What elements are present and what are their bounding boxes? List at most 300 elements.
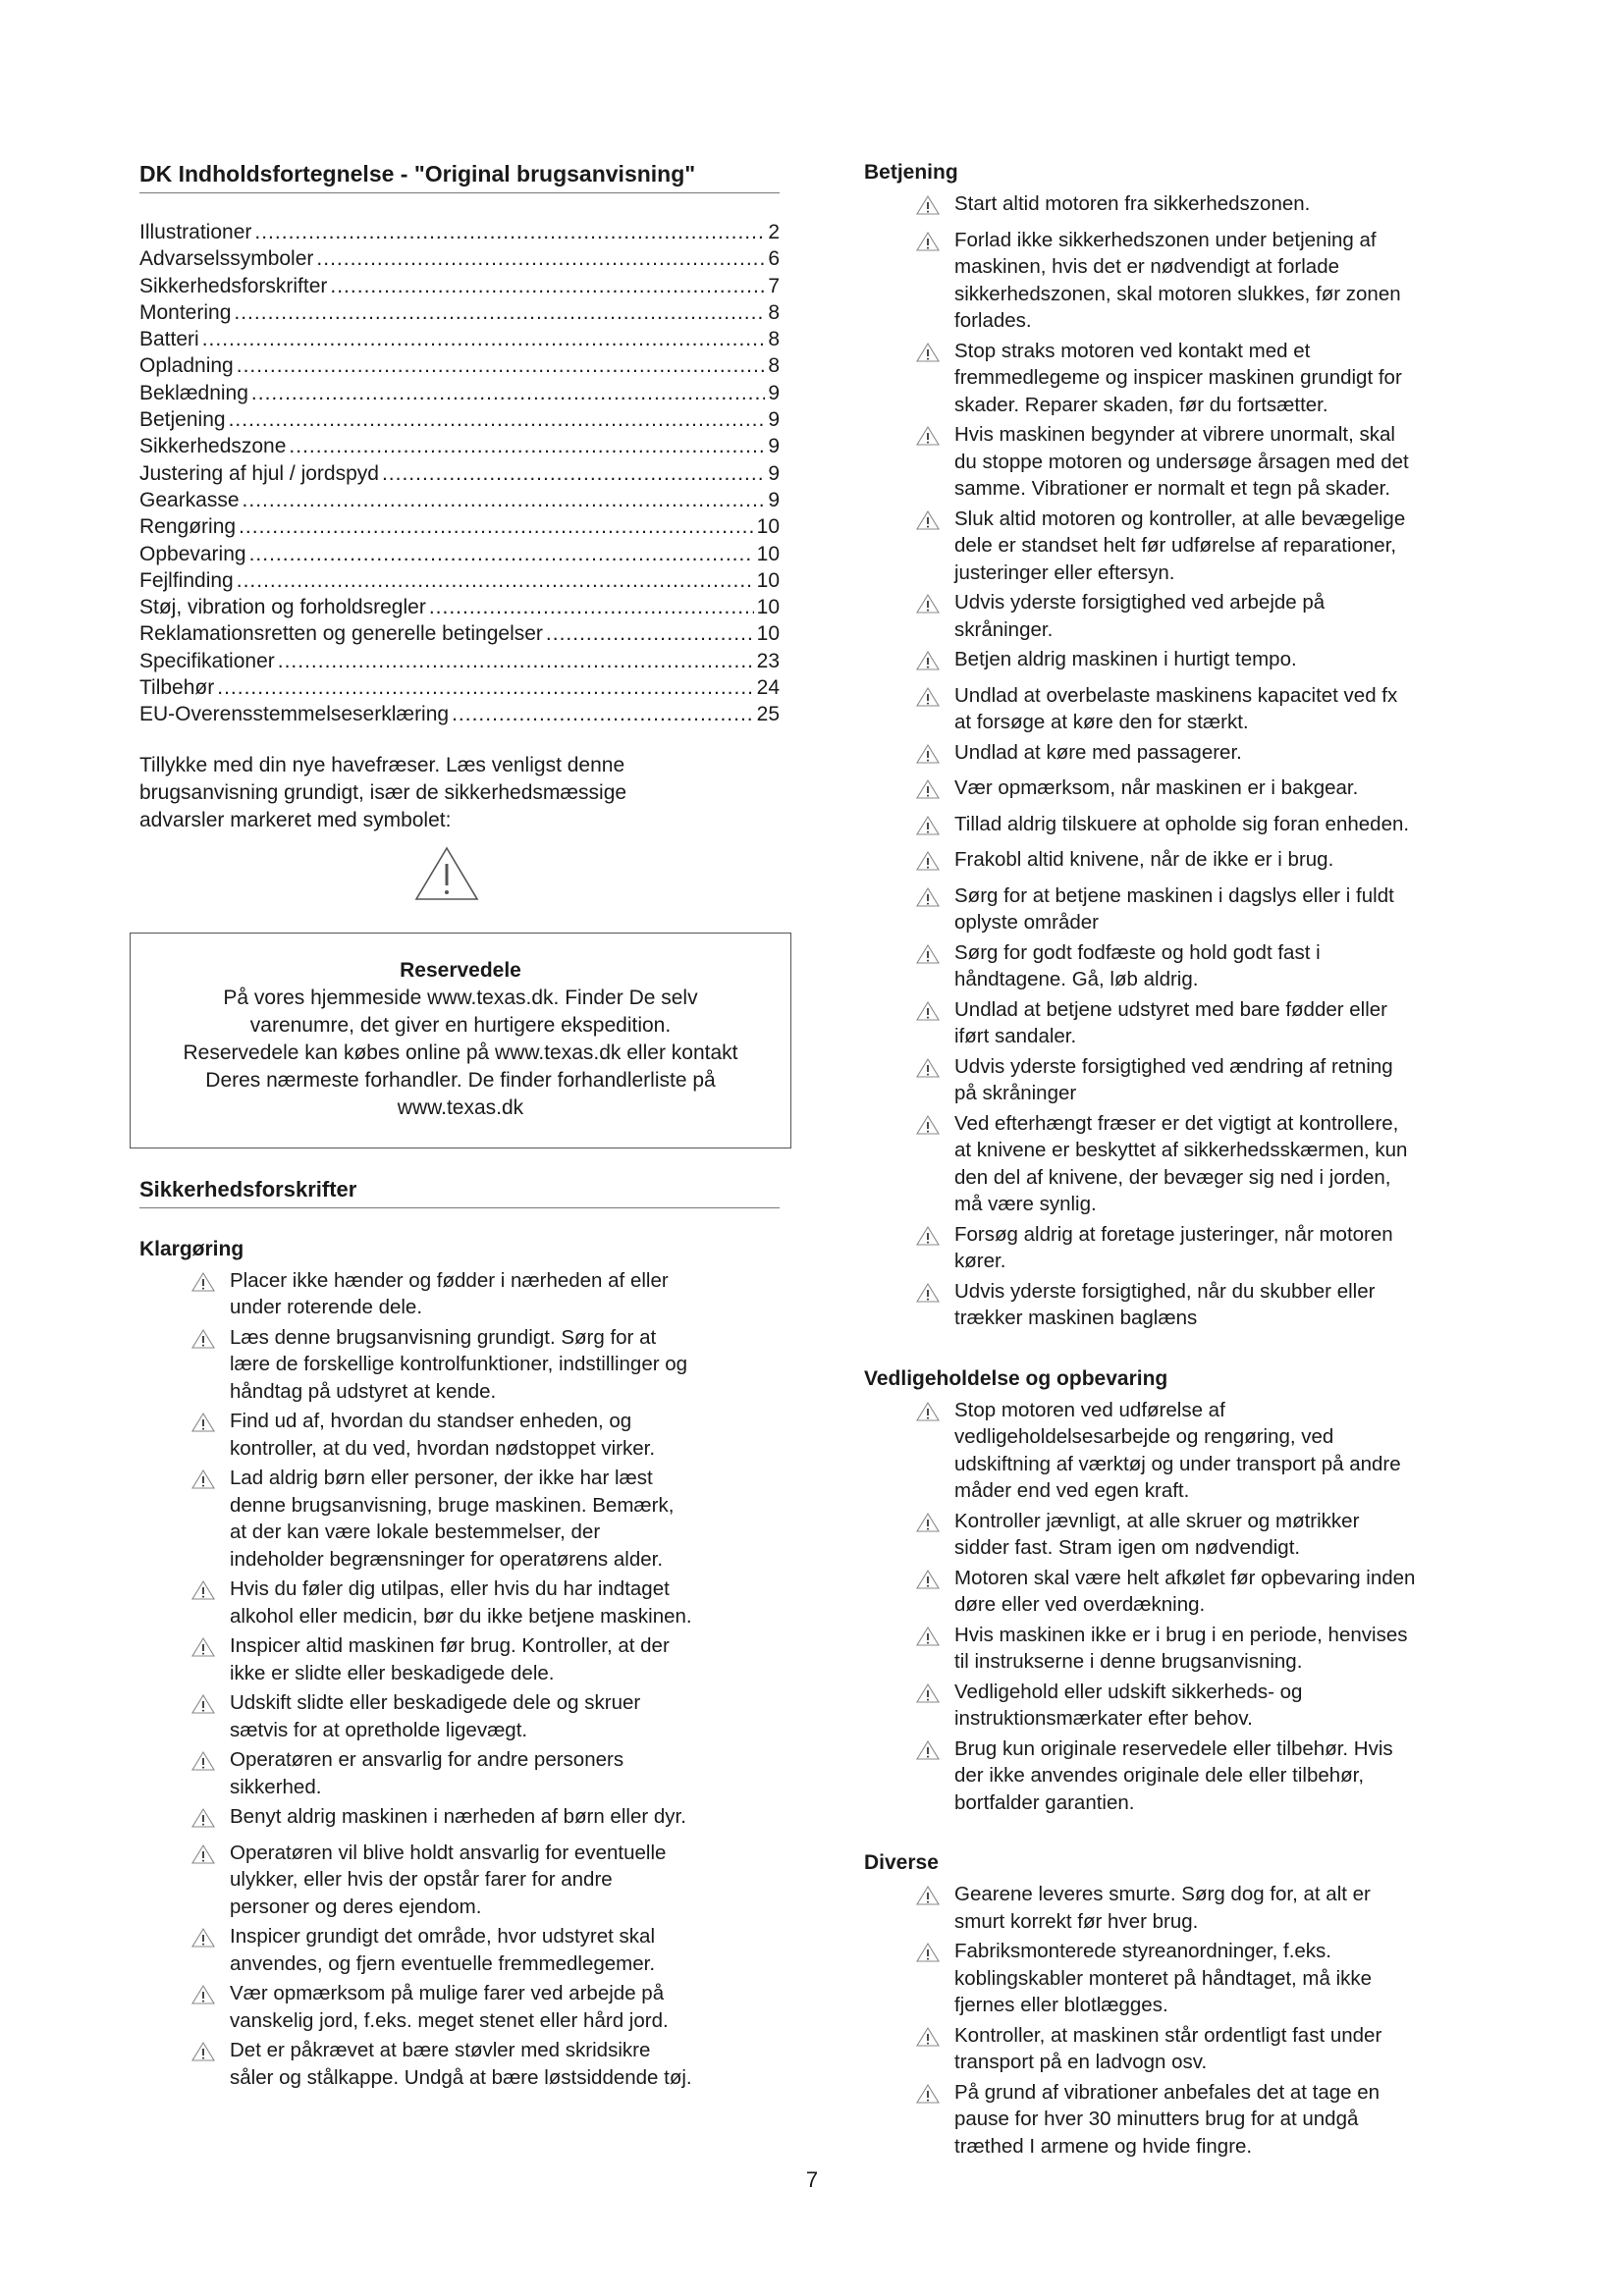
warning-icon-wrap [915,506,943,587]
warning-item [864,1938,1492,2019]
warning-item [139,1689,780,1743]
warning-text-line: Udvis yderste forsigtighed ved arbejde på [954,591,1326,614]
warning-triangle-icon [190,1412,216,1433]
warning-text [954,589,1492,643]
toc-entry [139,487,780,513]
warning-item [139,1465,780,1573]
warning-text [230,1632,780,1686]
warning-text-line: til instrukserne i denne brugsanvisning. [954,1650,1303,1673]
diverse-list [864,1881,1492,2160]
warning-text-line: Benyt aldrig maskinen i nærheden af børn eller dyr. [230,1805,686,1829]
toc-entry-page: 10 [756,622,780,646]
warning-text [230,1840,780,1921]
toc-entry [139,701,780,727]
warning-text-line: anvendes, og fjern eventuelle fremmedlegemer. [230,1951,656,1975]
toc-entry [139,433,780,459]
warning-triangle-icon [915,1401,941,1422]
warning-icon-wrap [915,1622,943,1676]
toc-leader-dots [289,433,765,459]
warning-text [230,1803,780,1837]
warning-item [139,1324,780,1406]
warning-text-line: Inspicer grundigt det område, hvor udstyret skal [230,1925,655,1949]
warning-text-line: Kontroller jævnligt, at alle skruer og møtrikker [954,1509,1360,1532]
warning-triangle-icon [190,1271,216,1293]
warning-item [864,646,1492,679]
warning-icon-wrap [915,939,943,993]
warning-text [954,2079,1492,2161]
warning-text-line: På grund af vibrationer anbefales det at tage en [954,2080,1380,2104]
warning-item [864,1110,1492,1218]
toc-entry [139,620,780,647]
warning-text [954,939,1492,993]
warning-text-line: Sørg for at betjene maskinen i dagslys eller i fuldt [954,883,1394,907]
warning-text-line: Placer ikke hænder og fødder i nærheden af eller [230,1268,669,1292]
warning-item [864,589,1492,643]
warning-text-line: Ved efterhængt fræser er det vigtigt at kontrollere, [954,1111,1399,1135]
warning-text-line: skader. Reparer skaden, før du fortsætter. [954,393,1328,416]
warning-item [864,421,1492,503]
toc-entry-label: Specifikationer [139,649,275,672]
warning-item [864,846,1492,880]
warning-item [864,1221,1492,1275]
toc-entry-page: 10 [756,515,780,539]
toc-leader-dots [202,326,766,352]
warning-text [954,774,1492,808]
warning-text-line: sætvis for at opretholde ligevægt. [230,1718,528,1741]
warning-text-line: dele er standset helt før udførelse af reparationer, [954,534,1397,557]
warning-item [864,1397,1492,1505]
warning-text-line: transport på en ladvogn osv. [954,2051,1208,2073]
warning-text-line: skråninger. [954,617,1054,641]
table-of-contents [139,219,780,728]
warning-text-line: Inspicer altid maskinen før brug. Kontroller, at der [230,1634,670,1658]
toc-entry-label: Advarselssymboler [139,247,314,271]
warning-item [139,1746,780,1800]
warning-icon-wrap [915,2022,943,2076]
warning-text [954,739,1492,773]
toc-leader-dots [278,648,754,674]
spare-parts-line: Reservedele kan købes online på www.texas.dk eller kontakt [183,1041,738,1064]
warning-item [864,227,1492,335]
toc-leader-dots [251,380,765,406]
warning-icon-wrap [190,1840,218,1921]
warning-text [954,1508,1492,1562]
warning-item [139,1632,780,1686]
warning-text-line: Stop motoren ved udførelse af [954,1398,1225,1421]
warning-text [954,646,1492,679]
warning-text-line: Forlad ikke sikkerhedszonen under betjening af [954,228,1377,251]
warning-triangle-icon [915,231,941,252]
warning-text-line: lære de forskellige kontrolfunktioner, indstillinger og [230,1353,688,1376]
warning-icon-wrap [915,1735,943,1817]
warning-icon-wrap [190,1923,218,1977]
warning-text-line: under roterende dele. [230,1296,423,1319]
toc-leader-dots [239,513,754,540]
warning-text-line: Vær opmærksom, når maskinen er i bakgear. [954,776,1359,799]
warning-text [954,1278,1492,1332]
toc-entry [139,594,780,620]
warning-text-line: justeringer eller eftersyn. [954,561,1175,584]
warning-text-line: på skråninger [954,1082,1077,1104]
toc-entry-label: Rengøring [139,515,237,539]
toc-entry-label: Justering af hjul / jordspyd [139,461,379,485]
warning-text [230,1923,780,1977]
toc-leader-dots [452,701,754,727]
warning-text-line: sikkerhedszonen, skal motoren slukkes, før zonen [954,282,1401,305]
warning-triangle-icon [915,342,941,363]
toc-leader-dots [330,273,765,299]
toc-leader-dots [254,219,765,245]
warning-text [230,1465,780,1573]
warning-item [864,882,1492,936]
warning-triangle-icon [915,593,941,614]
warning-text-line: Operatøren er ansvarlig for andre personers [230,1748,624,1772]
warning-text-line: udskiftning af værktøj og under transport på andre [954,1452,1401,1475]
safety-divider [139,1207,780,1208]
warning-item [864,2079,1492,2161]
warning-text [954,1881,1492,1935]
toc-leader-dots [316,245,765,272]
toc-entry-label: Fejlfinding [139,568,234,592]
warning-text-line: Vedligehold eller udskift sikkerheds- og [954,1680,1303,1703]
warning-triangle-icon [915,2026,941,2048]
warning-icon-wrap [915,739,943,773]
warning-triangle-icon [190,1468,216,1490]
warning-item [139,1980,780,2034]
toc-entry-page: 7 [768,274,780,297]
warning-text-line: bortfalder garantien. [954,1790,1135,1814]
warning-text-line: sikkerhed. [230,1775,322,1798]
toc-leader-dots [237,352,766,379]
warning-triangle-icon [190,1636,216,1658]
warning-text-line: fjernes eller blotlægges. [954,1994,1168,2016]
warning-item [139,1803,780,1837]
warning-text [954,1679,1492,1733]
warning-item [864,739,1492,773]
warning-text-line: træthed I armene og hvide fingre. [954,2134,1253,2158]
spare-parts-line: www.texas.dk [397,1095,524,1119]
warning-text-line: Brug kun originale reservedele eller tilbehør. Hvis [954,1736,1393,1760]
warning-triangle-icon [915,1057,941,1079]
warning-item [139,1840,780,1921]
toc-entry [139,567,780,594]
toc-entry-page: 10 [756,568,780,592]
warning-text-line: at der kan være lokale bestemmelser, der [230,1521,601,1544]
warning-item [139,1408,780,1462]
intro-line: brugsanvisning grundigt, især de sikkerhedsmæssige [139,780,627,804]
toc-leader-dots [217,674,753,701]
left-column [139,159,780,2094]
title-divider [139,192,780,193]
warning-text-line: må være synlig. [954,1193,1097,1215]
warning-text-line: du stoppe motoren og undersøge årsagen med det [954,450,1409,473]
warning-text-line: håndtag på udstyret at kende. [230,1379,497,1403]
warning-triangle-icon [915,1512,941,1533]
toc-entry [139,299,780,326]
warning-text-line: Sørg for godt fodfæste og hold godt fast i [954,940,1321,964]
warning-text-line: Undlad at overbelaste maskinens kapacitet ved fx [954,683,1398,707]
warning-item [864,2022,1492,2076]
warning-text-line: Læs denne brugsanvisning grundigt. Sørg for at [230,1325,657,1349]
toc-leader-dots [249,541,754,567]
warning-text [954,1622,1492,1676]
warning-text [954,1110,1492,1218]
warning-text [230,1746,780,1800]
warning-icon-wrap [190,1689,218,1743]
warning-text [954,996,1492,1050]
warning-text-line: Motoren skal være helt afkølet før opbevaring inden [954,1566,1416,1589]
warning-icon-wrap [915,774,943,808]
vedligeholdelse-list [864,1397,1492,1817]
warning-text [954,882,1492,936]
warning-text [954,682,1492,736]
toc-entry-label: Sikkerhedszone [139,435,287,458]
warning-triangle-icon [190,1579,216,1601]
warning-item [864,1053,1492,1107]
warning-triangle-icon [915,425,941,447]
warning-triangle-icon [915,1739,941,1761]
right-column [864,159,1492,2163]
warning-item [139,1267,780,1321]
warning-text [954,811,1492,844]
warning-text [954,338,1492,419]
warning-text-line: alkohol eller medicin, bør du ikke betjene maskinen. [230,1604,692,1628]
warning-text-line: Start altid motoren fra sikkerhedszonen. [954,192,1311,215]
toc-leader-dots [237,567,754,594]
warning-icon-wrap [915,190,943,224]
toc-entry [139,219,780,245]
warning-text-line: personer og deres ejendom. [230,1895,482,1918]
warning-triangle-icon [915,778,941,800]
toc-leader-dots [546,620,754,647]
toc-entry [139,326,780,352]
warning-triangle-icon [915,1942,941,1963]
safety-heading: Sikkerhedsforskrifter [139,1176,357,1201]
toc-entry-label: Beklædning [139,381,248,404]
warning-icon-wrap [915,2079,943,2161]
warning-text-line: Sluk altid motoren og kontroller, at alle bevægelige [954,507,1406,530]
warning-icon-wrap [915,227,943,335]
toc-entry-page: 24 [756,676,780,700]
toc-entry-page: 23 [756,649,780,672]
warning-text-line: Udvis yderste forsigtighed, når du skubber eller [954,1279,1376,1303]
warning-text-line: Operatøren vil blive holdt ansvarlig for eventuelle [230,1841,667,1864]
warning-icon-wrap [915,421,943,503]
warning-item [864,1881,1492,1935]
intro-text [139,752,729,834]
warning-text-line: Lad aldrig børn eller personer, der ikke har læst [230,1467,653,1490]
warning-text-line: ulykker, eller hvis der opstår farer for andre [230,1868,613,1892]
intro-line: Tillykke med din nye havefræser. Læs venligst denne [139,753,625,776]
warning-icon-wrap [915,682,943,736]
warning-text-line: kontroller, at du ved, hvordan nødstoppet virker. [230,1436,656,1460]
warning-text [230,1980,780,2034]
warning-text [954,1565,1492,1619]
warning-item [139,1923,780,1977]
warning-text [954,2022,1492,2076]
warning-text-line: trækker maskinen baglæns [954,1307,1198,1329]
warning-triangle-icon [915,2083,941,2105]
toc-entry-page: 25 [756,703,780,726]
warning-item [864,1679,1492,1733]
warning-text [954,1397,1492,1505]
warning-text-line: at forsøge at køre den for stærkt. [954,711,1249,733]
warning-triangle-icon [915,815,941,836]
toc-entry-page: 10 [756,542,780,565]
warning-triangle-icon [190,1984,216,2005]
warning-text [954,227,1492,335]
warning-item [864,996,1492,1050]
warning-icon-wrap [190,1803,218,1837]
toc-entry-page: 8 [768,300,780,324]
warning-item [864,1735,1492,1817]
warning-text-line: Det er påkrævet at bære støvler med skridsikre [230,2039,651,2062]
intro-line: advarsler markeret med symbolet: [139,808,452,831]
toc-entry-page: 9 [768,461,780,485]
warning-triangle-icon [915,1114,941,1136]
spare-parts-line: På vores hjemmeside www.texas.dk. Finder De selv [223,986,698,1009]
warning-icon-wrap [915,646,943,679]
warning-icon-wrap [915,846,943,880]
warning-text-line: sidder fast. Stram igen om nødvendigt. [954,1536,1301,1559]
warning-text-line: den del af knivene, der bevæger sig ned i jorden, [954,1165,1391,1189]
warning-icon-wrap [915,996,943,1050]
warning-text-line: samme. Vibrationer er normalt et tegn på skader. [954,477,1391,500]
warning-icon-wrap [915,1053,943,1107]
warning-text-line: håndtagene. Gå, løb aldrig. [954,968,1199,990]
warning-triangle-icon [915,1682,941,1704]
warning-text-line: Frakobl altid knivene, når de ikke er i brug. [954,848,1334,871]
warning-text-line: Udvis yderste forsigtighed ved ændring af retning [954,1054,1393,1078]
warning-text-line: at knivene er beskyttet af sikkerhedsskærmen, kun [954,1139,1408,1161]
warning-icon-wrap [915,1221,943,1275]
warning-triangle-icon [915,650,941,671]
toc-leader-dots [229,406,766,433]
warning-icon-wrap [190,1408,218,1462]
warning-triangle-icon [915,743,941,765]
warning-text-line: Hvis du føler dig utilpas, eller hvis du har indtaget [230,1577,670,1601]
warning-item [864,190,1492,224]
page-number: 7 [805,2167,819,2192]
warning-text-line: iført sandaler. [954,1025,1077,1047]
warning-text [230,1408,780,1462]
warning-triangle-icon [915,886,941,908]
toc-entry-page: 9 [768,408,780,432]
warning-icon-wrap [190,1632,218,1686]
warning-triangle-icon [915,1626,941,1647]
warning-icon-wrap [915,338,943,419]
warning-icon-wrap [915,882,943,936]
warning-icon-wrap [915,1938,943,2019]
warning-triangle-icon [190,1750,216,1772]
warning-item [139,1575,780,1629]
warning-triangle-icon [190,1328,216,1350]
toc-leader-dots [243,487,766,513]
warning-text-line: Forsøg aldrig at foretage justeringer, når motoren [954,1222,1393,1246]
warning-text-line: koblingskabler monteret på håndtaget, må ikke [954,1966,1373,1990]
warning-triangle-icon [915,1282,941,1304]
toc-entry-page: 2 [768,221,780,243]
warning-text-line: Fabriksmonterede styreanordninger, f.eks. [954,1940,1331,1962]
toc-entry-page: 10 [756,596,780,619]
warning-text-line: fremmedlegeme og inspicer maskinen grundigt for [954,366,1402,389]
warning-text-line: kører. [954,1250,1006,1272]
warning-text-line: ikke er slidte eller beskadigede dele. [230,1661,555,1684]
toc-entry-label: EU-Overensstemmelseserklæring [139,703,450,726]
warning-text-line: Stop straks motoren ved kontakt med et [954,339,1311,362]
warning-text-line: Find ud af, hvordan du standser enheden, og [230,1410,632,1433]
warning-icon-wrap [190,1746,218,1800]
toc-entry [139,648,780,674]
warning-item [864,1508,1492,1562]
toc-entry-label: Gearkasse [139,488,240,511]
warning-text [230,1324,780,1406]
warning-triangle-icon [915,194,941,216]
warning-icon-wrap [190,1575,218,1629]
toc-entry [139,273,780,299]
warning-text-line: Undlad at køre med passagerer. [954,740,1242,764]
warning-text [954,506,1492,587]
warning-text-line: maskinen, hvis det er nødvendigt at forlade [954,255,1339,278]
warning-triangle-icon [190,1843,216,1865]
warning-text-line: smurt korrekt før hver brug. [954,1909,1199,1933]
warning-text [230,1575,780,1629]
warning-icon-wrap [190,1465,218,1573]
warning-item [864,338,1492,419]
warning-triangle-icon [915,850,941,872]
betjening-heading: Betjening [864,161,958,184]
toc-entry-page: 9 [768,435,780,458]
warning-text [954,190,1492,224]
toc-entry [139,245,780,272]
toc-entry [139,460,780,487]
spare-parts-title: Reservedele [400,958,521,982]
document-title: DK Indholdsfortegnelse - "Original brugsanvisning" [139,161,696,187]
warning-text-line: pause for hver 30 minutters brug for at undgå [954,2108,1359,2130]
warning-text [954,421,1492,503]
warning-text-line: døre eller ved overdækning. [954,1593,1206,1616]
warning-text [230,1267,780,1321]
warning-item [864,939,1492,993]
warning-item [864,774,1492,808]
warning-text [954,1053,1492,1107]
warning-triangle-icon [915,1885,941,1906]
toc-entry-page: 9 [768,488,780,511]
warning-text-line: forlades. [954,309,1032,332]
warning-triangle-icon [915,943,941,965]
warning-icon-wrap [915,1881,943,1935]
warning-icon-wrap [190,1267,218,1321]
warning-text-line: Undlad at betjene udstyret med bare fødder eller [954,997,1388,1021]
toc-leader-dots [382,460,765,487]
warning-icon-wrap [190,2037,218,2091]
warning-triangle-icon [915,1000,941,1022]
toc-entry-label: Batteri [139,328,199,351]
warning-text [954,846,1492,880]
warning-icon-wrap [915,589,943,643]
spare-parts-line: Deres nærmeste forhandler. De finder forhandlerliste på [205,1068,716,1092]
warning-triangle-icon [190,1927,216,1949]
warning-item [864,1565,1492,1619]
warning-item [864,1278,1492,1332]
toc-entry-page: 8 [768,328,780,351]
toc-entry [139,674,780,701]
spare-parts-box [130,933,791,1148]
toc-entry [139,541,780,567]
warning-triangle-icon [412,844,481,903]
warning-icon-wrap [915,1278,943,1332]
warning-item [864,811,1492,844]
